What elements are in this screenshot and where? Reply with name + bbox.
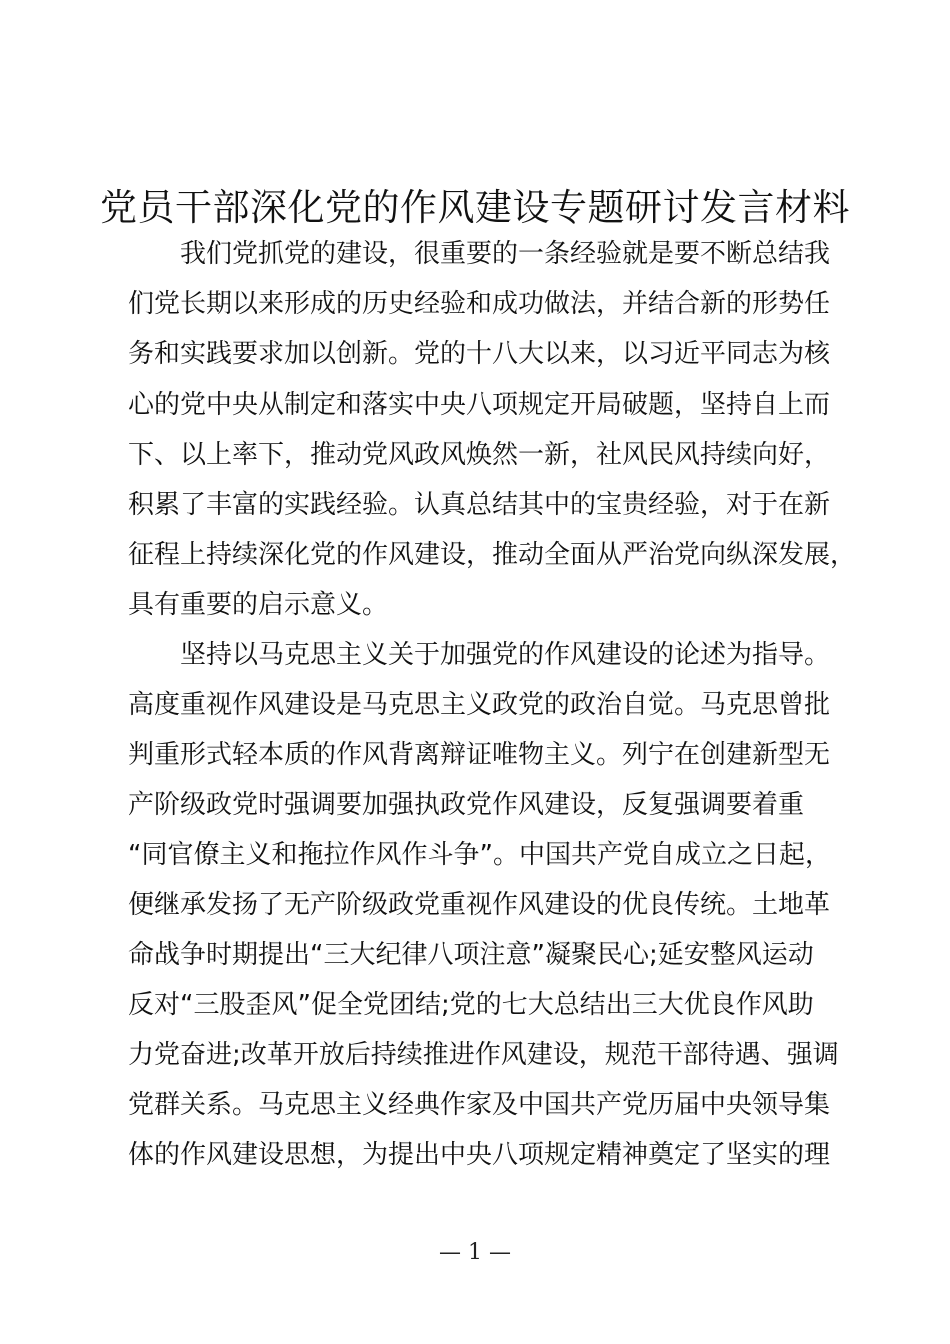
text-line: 心的党中央从制定和落实中央八项规定开局破题，坚持自上而 <box>128 390 831 420</box>
text-line: 下、以上率下，推动党风政风焕然一新，社风民风持续向好， <box>128 440 831 470</box>
text-line: 党群关系。马克思主义经典作家及中国共产党历届中央领导集 <box>128 1090 831 1120</box>
text-line: 我们党抓党的建设，很重要的一条经验就是要不断总结我 <box>180 239 831 269</box>
text-line: 力党奋进;改革开放后持续推进作风建设，规范干部待遇、强调 <box>128 1040 839 1070</box>
text-line: “同官僚主义和拖拉作风作斗争”。中国共产党自成立之日起， <box>128 840 831 870</box>
text-line: 们党长期以来形成的历史经验和成功做法，并结合新的形势任 <box>128 289 831 319</box>
text-line: 征程上持续深化党的作风建设，推动全面从严治党向纵深发展， <box>128 540 857 570</box>
text-line: 反对“三股歪风”促全党团结;党的七大总结出三大优良作风助 <box>128 990 814 1020</box>
text-line: 积累了丰富的实践经验。认真总结其中的宝贵经验，对于在新 <box>128 490 831 520</box>
text-line: 具有重要的启示意义。 <box>128 590 389 620</box>
document-title: 党员干部深化党的作风建设专题研讨发言材料 <box>100 186 850 229</box>
text-line: 坚持以马克思主义关于加强党的作风建设的论述为指导。 <box>180 640 831 670</box>
text-line: 判重形式轻本质的作风背离辩证唯物主义。列宁在创建新型无 <box>128 740 831 770</box>
text-line: 体的作风建设思想，为提出中央八项规定精神奠定了坚实的理 <box>128 1140 831 1170</box>
text-line: 高度重视作风建设是马克思主义政党的政治自觉。马克思曾批 <box>128 690 831 720</box>
page-number: — 1 — <box>439 1240 511 1265</box>
text-line: 产阶级政党时强调要加强执政党作风建设，反复强调要着重 <box>128 790 805 820</box>
text-line: 务和实践要求加以创新。党的十八大以来，以习近平同志为核 <box>128 339 831 369</box>
text-line: 命战争时期提出“三大纪律八项注意”凝聚民心;延安整风运动 <box>128 940 814 970</box>
text-line: 便继承发扬了无产阶级政党重视作风建设的优良传统。土地革 <box>128 890 831 920</box>
